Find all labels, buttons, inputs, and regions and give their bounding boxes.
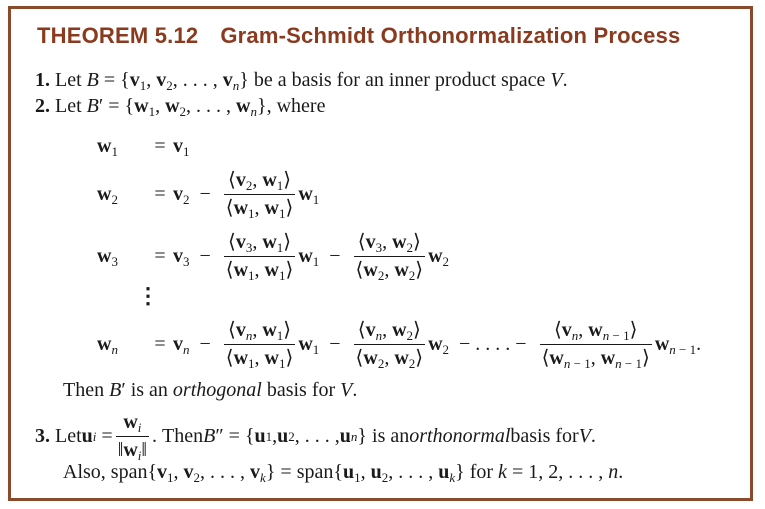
theorem-title: Gram-Schmidt Orthonormalization Process [220, 23, 681, 48]
step-3-number: 3. [35, 425, 50, 447]
theorem-number: THEOREM 5.12 [37, 23, 199, 48]
step-2: 2. Let $B' = \{w_1$, $w_2$, . . . , $w_n$}, where [35, 95, 326, 119]
theorem-heading [37, 23, 680, 49]
fraction: $\frac{⟨v_3, w_2⟩}{⟨w_2, w_2⟩}$ [355, 231, 424, 283]
step-1: 1. Let $B = \{v_1$, $v_2$, . . . , $v_n$} be a basis for an inner product space V. [35, 69, 568, 93]
vertical-ellipsis: ⋮ [137, 283, 159, 308]
span-statement: Also, $span\{v_1$, $v_2$, . . . , $v_k$} = $span\{u_1$, $u_2$, . . . , $u_k$} for k = 1, 2, . . . , n. [63, 461, 624, 485]
equation-w1: $w_1$ = $v_1$ [97, 135, 190, 159]
fraction: $\frac{⟨v_n, w_1⟩}{⟨w_1, w_1⟩}$ [225, 319, 294, 371]
fraction: $\frac{⟨v_3, w_1⟩}{⟨w_1, w_1⟩}$ [225, 231, 294, 283]
theorem-box [8, 6, 753, 501]
equation-wn: $w_n$ = $v_n$ − $\frac{⟨v_n, w_1⟩}{⟨w_1, w_1⟩}$ $w_1$ − $\frac{⟨v_n, w_2⟩}{⟨w_2, w_2⟩}$ $w_2$ − . . . . − $\frac{⟨v_n, w_{n - 1}⟩}{⟨w_{n - 1}, w_{n - 1}⟩}$ $w_{n - 1}$. [97, 319, 702, 371]
equation-w2: $w_2$ = $v_2$ − $\frac{⟨v_2, w_1⟩}{⟨w_1, w_1⟩}$ $w_1$ [97, 169, 320, 221]
fraction: $\frac{w_i}{‖w_i‖}$ [117, 411, 148, 463]
fraction: $\frac{⟨v_2, w_1⟩}{⟨w_1, w_1⟩}$ [225, 169, 294, 221]
step-3: 3. Let u i = $\frac{w_i}{‖w_i‖}$ . Then B ″ = { u 1 , u 2 , . . . , u n } is an orthonormal basis for V . [35, 411, 596, 463]
fraction: $\frac{⟨v_n, w_{n - 1}⟩}{⟨w_{n - 1}, w_{n - 1}⟩}$ [541, 319, 650, 371]
equation-w3: $w_3$ = $v_3$ − $\frac{⟨v_3, w_1⟩}{⟨w_1, w_1⟩}$ $w_1$ − $\frac{⟨v_3, w_2⟩}{⟨w_2, w_2⟩}$ $w_2$ [97, 231, 450, 283]
orthogonal-conclusion: Then B′ is an orthogonal basis for V. [63, 379, 358, 401]
step-1-number: 1. [35, 69, 50, 91]
fraction: $\frac{⟨v_n, w_2⟩}{⟨w_2, w_2⟩}$ [355, 319, 424, 371]
step-2-number: 2. [35, 95, 50, 117]
